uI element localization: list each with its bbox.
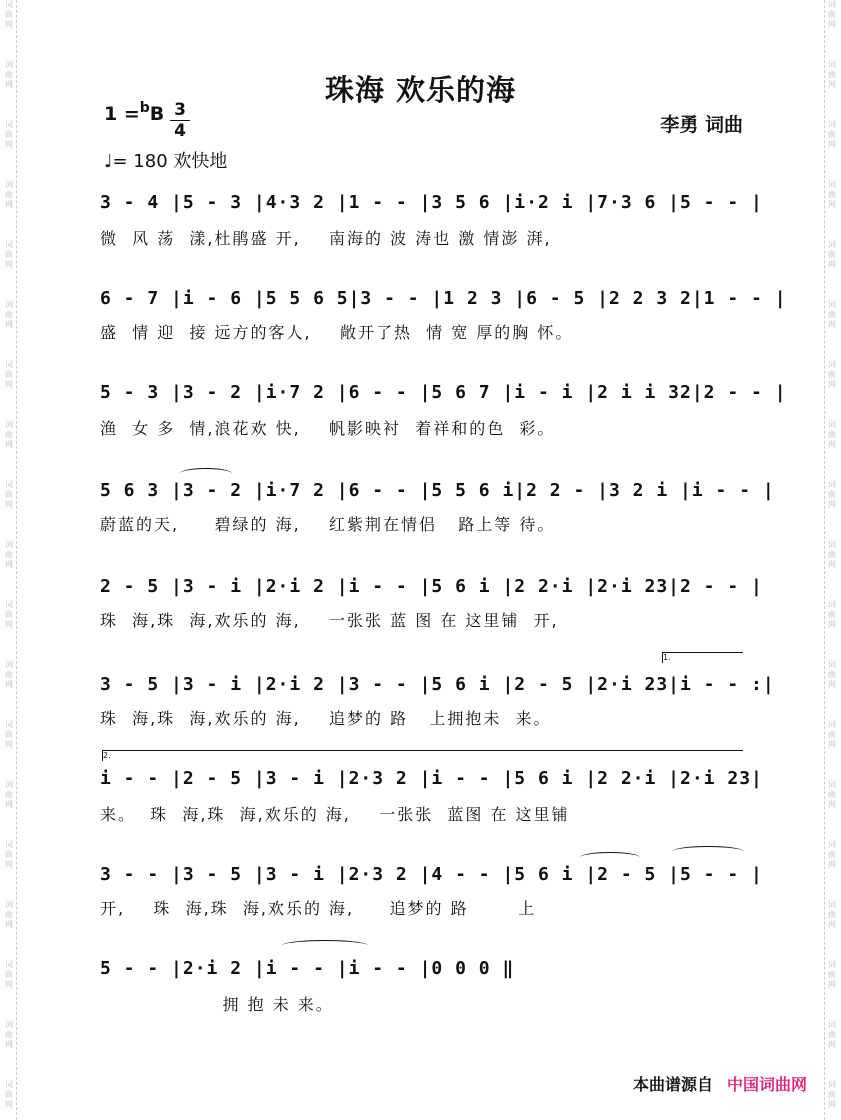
watermark-text: 词曲网: [5, 960, 13, 989]
watermark-text: 词曲网: [5, 840, 13, 869]
volta-2-label: 2.: [103, 751, 111, 760]
time-signature: [170, 100, 190, 141]
slur: [180, 468, 232, 479]
watermark-text: 词曲网: [5, 480, 13, 509]
lyrics-line: 蔚蓝的天, 碧绿的 海, 红紫荆在情侣 路上等 待。: [100, 515, 556, 534]
watermark-text: 词曲网: [5, 240, 13, 269]
watermark-text: 词曲网: [828, 420, 836, 449]
watermark-text: 词曲网: [828, 600, 836, 629]
watermark-text: 词曲网: [5, 780, 13, 809]
footer-source: [633, 1072, 807, 1095]
watermark-text: 词曲网: [5, 600, 13, 629]
watermark-text: 词曲网: [5, 180, 13, 209]
watermark-text: 词曲网: [828, 180, 836, 209]
notation-line: 5 - 3 |3 - 2 |i·7 2 |6 - - |5 6 7 |i - i |2 i i 32|2 - - |: [100, 382, 787, 403]
watermark-text: 词曲网: [828, 720, 836, 749]
watermark-text: 词曲网: [5, 660, 13, 689]
slur: [580, 852, 640, 863]
lyrics-line: 盛 情 迎 接 远方的客人, 敞开了热 情 宽 厚的胸 怀。: [100, 323, 574, 342]
time-top: 3: [174, 100, 186, 120]
watermark-text: 词曲网: [828, 1020, 836, 1049]
footer-site-link[interactable]: 中国词曲网: [726, 1075, 807, 1094]
notation-line: 2 - 5 |3 - i |2·i 2 |i - - |5 6 i |2 2·i |2·i 23|2 - - |: [100, 576, 763, 597]
watermark-text: 词曲网: [828, 300, 836, 329]
watermark-text: 词曲网: [828, 240, 836, 269]
slur: [282, 940, 368, 951]
watermark-text: 词曲网: [828, 120, 836, 149]
watermark-text: 词曲网: [828, 480, 836, 509]
watermark-text: 词曲网: [828, 900, 836, 929]
watermark-text: 词曲网: [5, 540, 13, 569]
watermark-text: 词曲网: [5, 360, 13, 389]
tie: [672, 846, 744, 857]
watermark-text: 词曲网: [5, 300, 13, 329]
notation-line: i - - |2 - 5 |3 - i |2·3 2 |i - - |5 6 i |2 2·i |2·i 23|: [100, 768, 763, 789]
key-signature: [104, 100, 165, 125]
lyrics-line: 珠 海,珠 海,欢乐的 海, 追梦的 路 上拥抱未 来。: [100, 709, 552, 728]
tempo-marking: ♩= 180 欢快地: [104, 151, 228, 172]
watermark-text: 词曲网: [5, 720, 13, 749]
watermark-text: 词曲网: [5, 420, 13, 449]
lyrics-line: 渔 女 多 情,浪花欢 快, 帆影映衬 着祥和的色 彩。: [100, 419, 556, 438]
notation-line: 5 - - |2·i 2 |i - - |i - - |0 0 0 ‖: [100, 958, 515, 979]
watermark-text: 词曲网: [5, 120, 13, 149]
watermark-text: 词曲网: [828, 840, 836, 869]
watermark-text: 词曲网: [828, 960, 836, 989]
watermark-text: 词曲网: [5, 900, 13, 929]
key-flat: b: [139, 100, 150, 116]
lyrics-line: 珠 海,珠 海,欢乐的 海, 一张张 蓝 图 在 这里铺 开,: [100, 611, 559, 630]
time-bottom: 4: [174, 121, 186, 141]
watermark-text: 词曲网: [828, 360, 836, 389]
notation-line: 3 - 4 |5 - 3 |4·3 2 |1 - - |3 5 6 |i·2 i |7·3 6 |5 - - |: [100, 192, 763, 213]
notation-line: 6 - 7 |i - 6 |5 5 6 5|3 - - |1 2 3 |6 - 5 |2 2 3 2|1 - - |: [100, 288, 787, 309]
lyrics-line: 开, 珠 海,珠 海,欢乐的 海, 追梦的 路 上: [100, 899, 537, 918]
notation-line: 3 - - |3 - 5 |3 - i |2·3 2 |4 - - |5 6 i |2 - 5 |5 - - |: [100, 864, 763, 885]
volta-1: [662, 652, 743, 663]
watermark-text: 词曲网: [828, 0, 836, 29]
volta-1-label: 1.: [663, 653, 671, 662]
volta-2: [102, 750, 743, 761]
key-one: 1 =: [104, 103, 140, 125]
watermark-text: 词曲网: [828, 1080, 836, 1109]
song-title: 珠海 欢乐的海: [324, 73, 517, 107]
watermark-text: 词曲网: [828, 660, 836, 689]
left-watermark-strip: [2, 0, 17, 1120]
watermark-text: 词曲网: [828, 780, 836, 809]
lyrics-line: 来。 珠 海,珠 海,欢乐的 海, 一张张 蓝图 在 这里铺: [100, 805, 570, 824]
footer-source-label: 本曲谱源自: [632, 1075, 713, 1094]
watermark-text: 词曲网: [5, 60, 13, 89]
watermark-text: 词曲网: [828, 60, 836, 89]
lyrics-line: 微 风 荡 漾,杜鹃盛 开, 南海的 波 涛也 激 情澎 湃,: [100, 229, 552, 248]
watermark-text: 词曲网: [5, 1080, 13, 1109]
watermark-text: 词曲网: [5, 1020, 13, 1049]
watermark-text: 词曲网: [5, 0, 13, 29]
lyrics-line: 拥 抱 未 来。: [180, 995, 334, 1014]
notation-line: 5 6 3 |3 - 2 |i·7 2 |6 - - |5 5 6 i|2 2 - |3 2 i |i - - |: [100, 480, 775, 501]
watermark-text: 词曲网: [828, 540, 836, 569]
composer-credit: 李勇 词曲: [660, 114, 743, 136]
key-note: B: [149, 103, 165, 125]
notation-line: 3 - 5 |3 - i |2·i 2 |3 - - |5 6 i |2 - 5 |2·i 23|i - - :|: [100, 674, 775, 695]
right-watermark-strip: [824, 0, 839, 1120]
